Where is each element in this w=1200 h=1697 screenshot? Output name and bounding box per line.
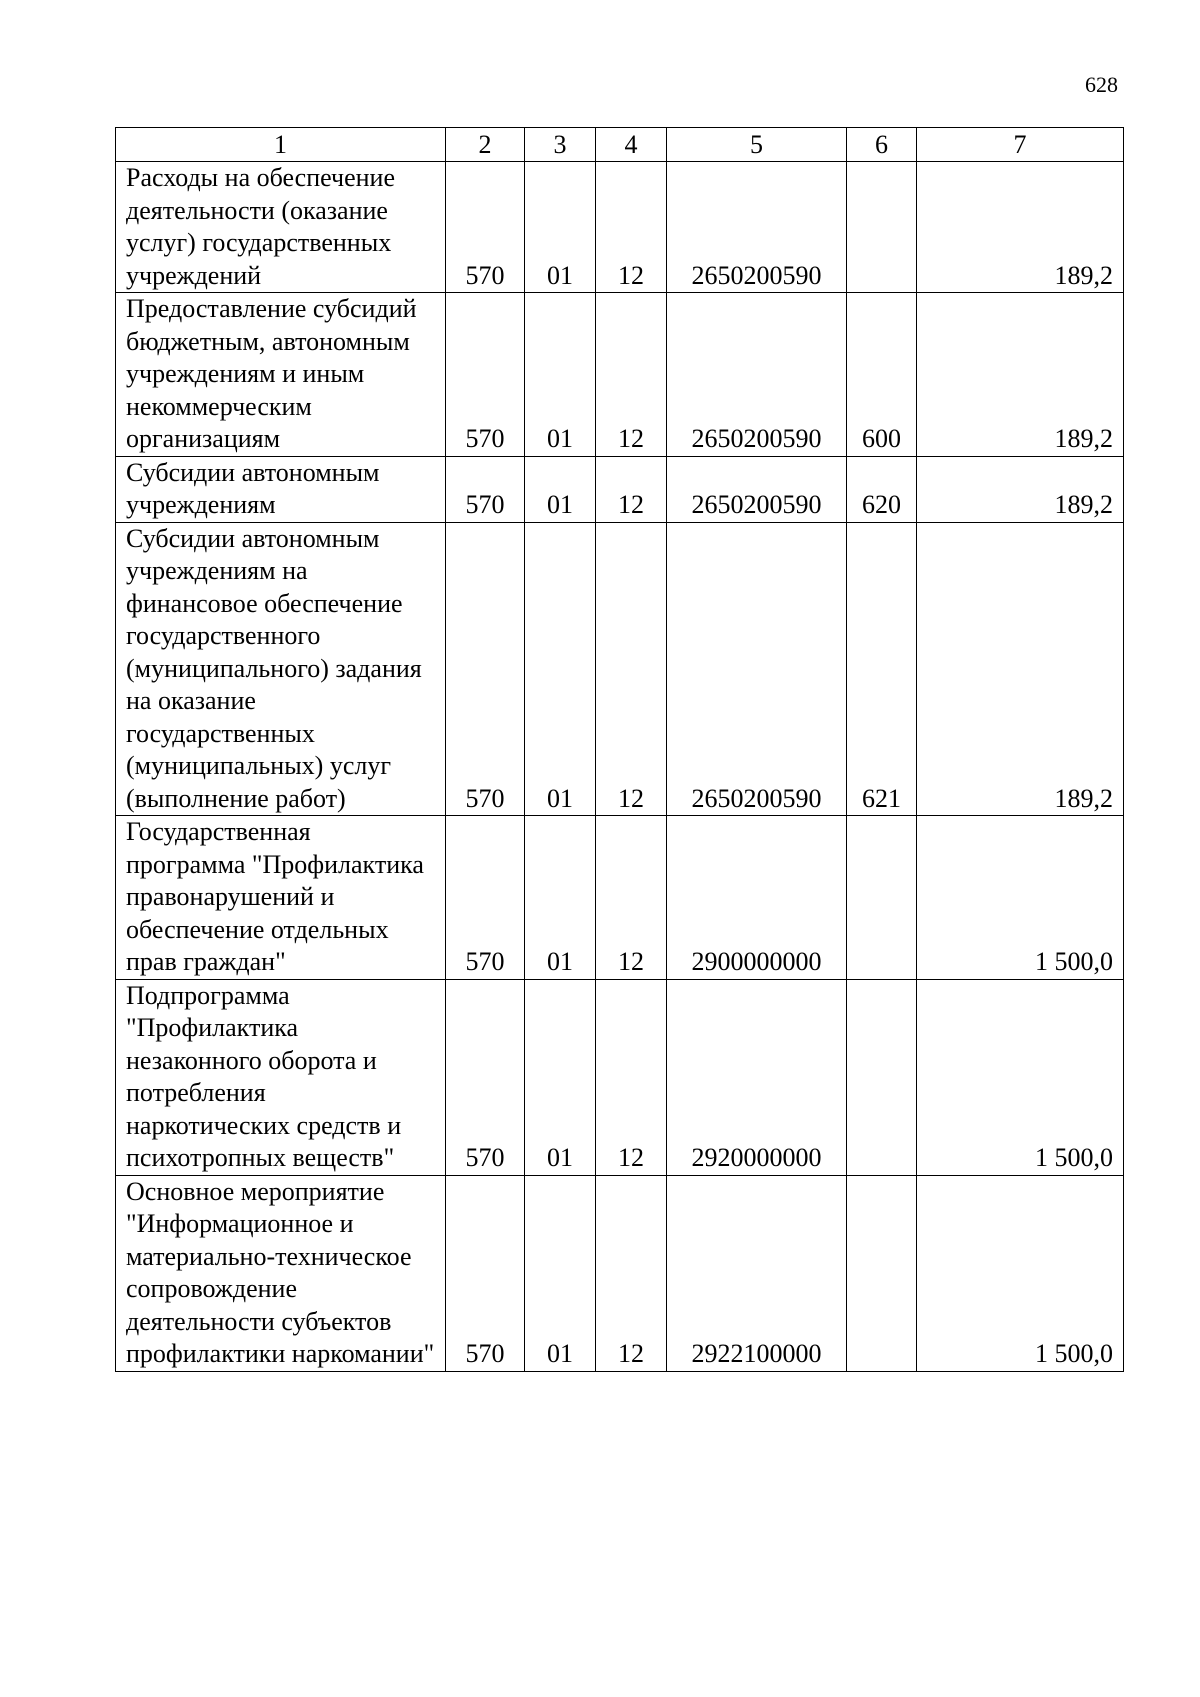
column-header-3: 3 <box>525 128 596 162</box>
row-code-2: 570 <box>446 522 525 816</box>
row-code-6: 620 <box>847 456 917 522</box>
row-code-4: 12 <box>596 1175 667 1371</box>
row-code-4: 12 <box>596 979 667 1175</box>
row-code-3: 01 <box>525 979 596 1175</box>
table-row <box>116 162 1124 293</box>
row-code-2: 570 <box>446 456 525 522</box>
row-code-6: 600 <box>847 293 917 457</box>
row-code-2: 570 <box>446 293 525 457</box>
row-code-5: 2920000000 <box>667 979 847 1175</box>
column-header-2: 2 <box>446 128 525 162</box>
row-code-6 <box>847 816 917 980</box>
budget-table <box>115 127 1124 1372</box>
row-code-2: 570 <box>446 816 525 980</box>
row-amount: 1 500,0 <box>917 979 1124 1175</box>
row-name: Подпрограмма "Профилактика незаконного оборота и потребления наркотических средств и психотропных веществ" <box>116 979 446 1175</box>
row-code-5: 2650200590 <box>667 162 847 293</box>
row-code-3: 01 <box>525 456 596 522</box>
table-header-row <box>116 128 1124 162</box>
row-amount: 189,2 <box>917 522 1124 816</box>
table-row <box>116 293 1124 457</box>
column-header-4: 4 <box>596 128 667 162</box>
row-amount: 1 500,0 <box>917 816 1124 980</box>
row-code-4: 12 <box>596 522 667 816</box>
row-code-4: 12 <box>596 816 667 980</box>
row-name: Субсидии автономным учреждениям <box>116 456 446 522</box>
row-code-2: 570 <box>446 1175 525 1371</box>
row-code-3: 01 <box>525 816 596 980</box>
row-code-6 <box>847 1175 917 1371</box>
row-code-4: 12 <box>596 162 667 293</box>
row-code-5: 2922100000 <box>667 1175 847 1371</box>
row-code-2: 570 <box>446 162 525 293</box>
row-code-4: 12 <box>596 293 667 457</box>
column-header-7: 7 <box>917 128 1124 162</box>
row-name: Государственная программа "Профилактика правонарушений и обеспечение отдельных прав граждан" <box>116 816 446 980</box>
table-row <box>116 979 1124 1175</box>
page-number: 628 <box>1085 72 1118 97</box>
row-name: Субсидии автономным учреждениям на финансовое обеспечение государственного (муниципального) задания на оказание государственных (муниципальных) услуг (выполнение работ) <box>116 522 446 816</box>
row-code-3: 01 <box>525 522 596 816</box>
column-header-5: 5 <box>667 128 847 162</box>
column-header-6: 6 <box>847 128 917 162</box>
table-row <box>116 456 1124 522</box>
row-code-5: 2650200590 <box>667 293 847 457</box>
row-code-6 <box>847 979 917 1175</box>
row-code-5: 2650200590 <box>667 522 847 816</box>
row-code-3: 01 <box>525 162 596 293</box>
row-code-2: 570 <box>446 979 525 1175</box>
row-name: Расходы на обеспечение деятельности (оказание услуг) государственных учреждений <box>116 162 446 293</box>
row-code-5: 2900000000 <box>667 816 847 980</box>
row-code-5: 2650200590 <box>667 456 847 522</box>
table-row <box>116 816 1124 980</box>
row-amount: 1 500,0 <box>917 1175 1124 1371</box>
row-amount: 189,2 <box>917 162 1124 293</box>
row-code-6: 621 <box>847 522 917 816</box>
row-amount: 189,2 <box>917 293 1124 457</box>
row-code-6 <box>847 162 917 293</box>
row-name: Основное мероприятие "Информационное и материально-техническое сопровождение деятельности субъектов профилактики наркомании" <box>116 1175 446 1371</box>
row-code-4: 12 <box>596 456 667 522</box>
row-code-3: 01 <box>525 293 596 457</box>
column-header-1: 1 <box>116 128 446 162</box>
row-name: Предоставление субсидий бюджетным, автономным учреждениям и иным некоммерческим организациям <box>116 293 446 457</box>
row-code-3: 01 <box>525 1175 596 1371</box>
row-amount: 189,2 <box>917 456 1124 522</box>
table-row <box>116 1175 1124 1371</box>
table-row <box>116 522 1124 816</box>
